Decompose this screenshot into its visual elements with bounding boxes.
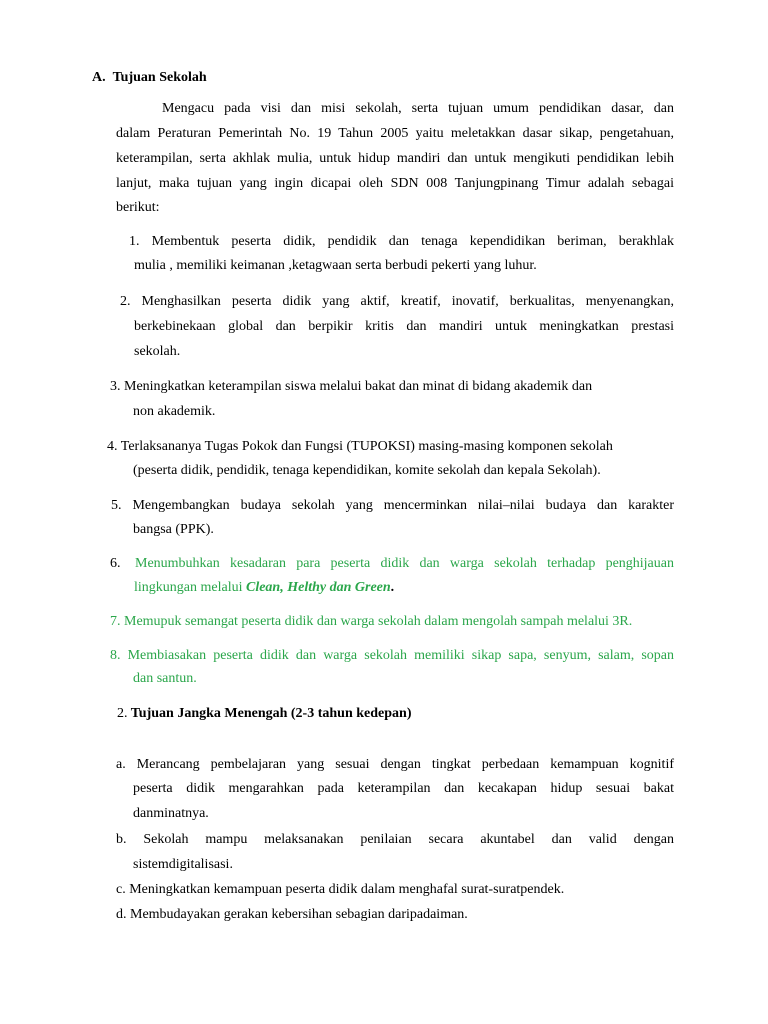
intro-line-2: dalam Peraturan Pemerintah No. 19 Tahun 2005 yaitu meletakkan dasar sikap, pengetahuan,	[116, 126, 674, 141]
goal-item-8-line-2: dan santun.	[133, 671, 197, 686]
mid-goal-b-line-1: b. Sekolah mampu melaksanakan penilaian secara akuntabel dan valid dengan	[116, 832, 674, 847]
goal-item-6-emphasis: Clean, Helthy dan Green	[245, 580, 391, 595]
section-2-title: Tujuan Jangka Menengah (2-3 tahun kedepan)	[130, 706, 412, 721]
goal-item-1-line-2: mulia , memiliki keimanan ,ketagwaan serta berbudi pekerti yang luhur.	[134, 258, 537, 273]
goal-item-4-line-2: (peserta didik, pendidik, tenaga kependidikan, komite sekolah dan kepala Sekolah).	[133, 463, 601, 478]
section-2-number: 2.	[117, 706, 128, 721]
mid-goal-c-line-1: c. Meningkatkan kemampuan peserta didik dalam menghafal surat-suratpendek.	[116, 882, 565, 897]
goal-item-2-line-3: sekolah.	[134, 344, 181, 359]
section-a-heading	[92, 70, 207, 86]
mid-goal-b-line-2: sistemdigitalisasi.	[133, 857, 233, 872]
goal-item-6-line-2-prefix: lingkungan melalui	[134, 580, 246, 595]
goal-item-1-line-1: 1. Membentuk peserta didik, pendidik dan tenaga kependidikan beriman, berakhlak	[129, 234, 674, 249]
goal-item-6-line-1: Menumbuhkan kesadaran para peserta didik dan warga sekolah terhadap penghijauan	[135, 556, 674, 571]
goal-item-6-suffix: .	[390, 580, 395, 595]
intro-line-1: Mengacu pada visi dan misi sekolah, serta tujuan umum pendidikan dasar, dan	[162, 101, 674, 116]
goal-item-7-line-1: 7. Memupuk semangat peserta didik dan warga sekolah dalam mengolah sampah melalui 3R.	[110, 614, 633, 629]
mid-goal-a-line-3: danminatnya.	[133, 806, 209, 821]
goal-item-5-line-1: 5. Mengembangkan budaya sekolah yang mencerminkan nilai–nilai budaya dan karakter	[111, 498, 674, 513]
mid-goal-d-line-1: d. Membudayakan gerakan kebersihan sebagian daripadaiman.	[116, 907, 468, 922]
intro-line-3: keterampilan, serta akhlak mulia, untuk hidup mandiri dan untuk mengikuti pendidikan lebih	[116, 151, 674, 166]
section-a-marker: A.	[92, 70, 106, 85]
goal-item-8-line-1: 8. Membiasakan peserta didik dan warga sekolah memiliki sikap sapa, senyum, salam, sopan	[110, 648, 674, 663]
goal-item-3-line-2: non akademik.	[133, 404, 216, 419]
mid-goal-a-line-2: peserta didik mengarahkan pada keterampilan dan kecakapan hidup sesuai bakat	[133, 781, 674, 796]
section-a-title: Tujuan Sekolah	[112, 70, 207, 85]
section-2-heading	[117, 706, 411, 722]
goal-item-2-line-2: berkebinekaan global dan berpikir kritis dan mandiri untuk meningkatkan prestasi	[134, 319, 674, 334]
goal-item-3-line-1: 3. Meningkatkan keterampilan siswa melalui bakat dan minat di bidang akademik dan	[110, 379, 593, 394]
intro-line-4: lanjut, maka tujuan yang ingin dicapai oleh SDN 008 Tanjungpinang Timur adalah sebagai	[116, 176, 674, 191]
goal-item-6-line-2	[134, 580, 394, 595]
goal-item-4-line-1: 4. Terlaksananya Tugas Pokok dan Fungsi (TUPOKSI) masing-masing komponen sekolah	[107, 439, 613, 454]
goal-item-6-number: 6.	[110, 556, 121, 571]
mid-goal-a-line-1: a. Merancang pembelajaran yang sesuai dengan tingkat perbedaan kemampuan kognitif	[116, 757, 674, 772]
goal-item-5-line-2: bangsa (PPK).	[133, 522, 214, 537]
intro-line-5: berikut:	[116, 200, 160, 215]
goal-item-2-line-1: 2. Menghasilkan peserta didik yang aktif, kreatif, inovatif, berkualitas, menyenangkan,	[120, 294, 674, 309]
